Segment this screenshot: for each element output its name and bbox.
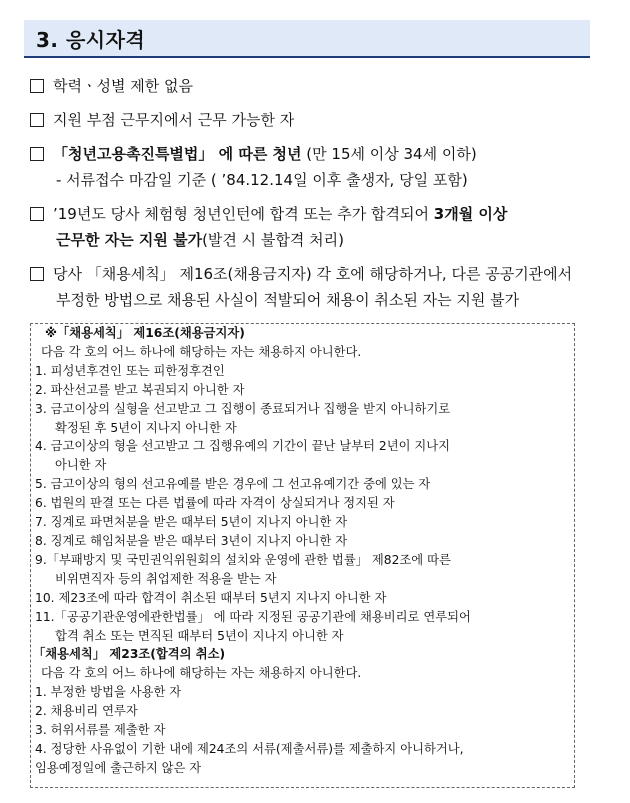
notice-item: 6. 법원의 판결 또는 다른 법률에 따라 자격이 상실되거나 정지된 자 (35, 496, 395, 511)
notice-intro: 다음 각 호의 어느 하나에 해당하는 자는 채용하지 아니한다. (41, 344, 362, 359)
requirement-text: 부정한 방법으로 채용된 사실이 적발되어 채용이 취소된 자는 지원 불가 (56, 291, 520, 309)
checkbox-icon (30, 113, 44, 127)
notice-item: 8. 징계로 해임처분을 받은 때부터 3년이 지나지 아니한 자 (35, 533, 348, 548)
notice-item: 9.「부패방지 및 국민권익위원회의 설치와 운영에 관한 법률」 제82조에 따른 (35, 552, 451, 567)
notice-item: 10. 제23조에 따라 합격이 취소된 때부터 5년지 지나지 아니한 자 (35, 590, 387, 605)
section-header (24, 20, 590, 58)
notice-item: 11.「공공기관운영에관한법률」 에 따라 지정된 공공기관에 채용비리로 연루되어 (35, 609, 471, 624)
notice-item: 2. 파산선고를 받고 복권되지 아니한 자 (35, 382, 245, 397)
notice-title: ※「채용세칙」 제16조(채용금지자) (45, 326, 245, 340)
notice-item: 4. 정당한 사유없이 기한 내에 제24조의 서류(제출서류)를 제출하지 아니하거나, (35, 741, 464, 756)
notice-item-cont: 비위면직자 등의 취업제한 적용을 받는 자 (55, 571, 277, 586)
requirement-text: 당사 「채용세칙」 제16조(채용금지자) 각 호에 해당하거나, 다른 공공기관에서 (53, 265, 573, 283)
notice-item: 3. 허위서류를 제출한 자 (35, 723, 166, 738)
checkbox-icon (30, 207, 44, 221)
requirement-subtext: - 서류접수 마감일 기준 ( ’84.12.14일 이후 출생자, 당일 포함) (56, 171, 468, 189)
notice-item: 3. 금고이상의 실형을 선고받고 그 집행이 종료되거나 집행을 받지 아니하기로 (35, 401, 451, 416)
section-title: 3. 응시자격 (36, 28, 146, 52)
requirements-list (30, 73, 600, 321)
requirement-item (30, 73, 600, 99)
notice-item-cont: 확정된 후 5년이 지나지 아니한 자 (55, 420, 237, 435)
requirement-bold-text: 3개월 이상 (433, 205, 508, 223)
notice-item-cont: 합격 취소 또는 면직된 때부터 5년이 지나지 아니한 자 (55, 628, 344, 643)
notice-item: 1. 피성년후견인 또는 피한정후견인 (35, 363, 225, 378)
notice-title: 「채용세칙」 제23조(합격의 취소) (33, 647, 226, 662)
notice-item: 5. 금고이상의 형의 선고유예를 받은 경우에 그 선고유예기간 중에 있는 자 (35, 477, 431, 492)
requirement-item (30, 141, 600, 193)
notice-item: 4. 금고이상의 형을 선고받고 그 집행유예의 기간이 끝난 날부터 2년이 지나지 (35, 439, 451, 454)
requirement-bold-text: 근무한 자는 지원 불가 (56, 231, 203, 249)
requirement-text: 지원 부점 근무지에서 근무 가능한 자 (53, 111, 295, 129)
notice-item-cont: 아니한 자 (55, 458, 107, 473)
requirement-text: 학력ㆍ성별 제한 없음 (53, 77, 193, 95)
requirement-item (30, 261, 600, 313)
notice-box (30, 323, 575, 788)
requirement-bold-text: 「청년고용촉진특별법」 에 따른 청년 (53, 145, 302, 163)
requirement-text: (만 15세 이상 34세 이하) (301, 145, 477, 163)
notice-item: 1. 부정한 방법을 사용한 자 (35, 685, 182, 700)
notice-intro: 다음 각 호의 어느 하나에 해당하는 자는 채용하지 아니한다. (41, 666, 362, 681)
checkbox-icon (30, 147, 44, 161)
checkbox-icon (30, 267, 44, 281)
requirement-item (30, 201, 600, 253)
notice-item: 2. 채용비리 연루자 (35, 704, 138, 719)
notice-item-cont: 임용예정일에 출근하지 않은 자 (35, 760, 202, 775)
checkbox-icon (30, 79, 44, 93)
requirement-text: ’19년도 당사 체험형 청년인턴에 합격 또는 추가 합격되어 (53, 205, 434, 223)
requirement-text: (발견 시 불합격 처리) (202, 231, 345, 249)
notice-item: 7. 징계로 파면처분을 받은 때부터 5년이 지나지 아니한 자 (35, 515, 348, 530)
requirement-item (30, 107, 600, 133)
